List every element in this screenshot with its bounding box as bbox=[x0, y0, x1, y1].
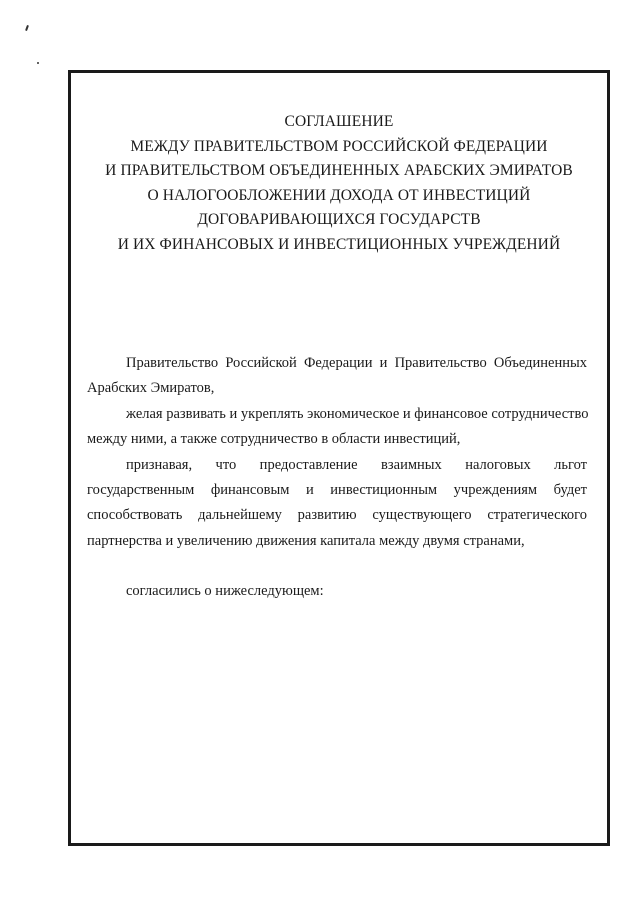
title-line: И ИХ ФИНАНСОВЫХ И ИНВЕСТИЦИОННЫХ УЧРЕЖДЕНИЙ bbox=[117, 235, 561, 253]
agreement-title bbox=[71, 110, 607, 258]
paragraph-recognizing bbox=[87, 453, 587, 555]
title-line: О НАЛОГООБЛОЖЕНИИ ДОХОДА ОТ ИНВЕСТИЦИЙ bbox=[147, 186, 531, 204]
scan-mark bbox=[25, 25, 29, 31]
text-line: Правительство Российской Федерации и Правительство Объединенных bbox=[126, 355, 587, 371]
paragraph-agreed bbox=[87, 579, 587, 604]
text-line: государственным финансовым и инвестиционным учреждениям будет bbox=[87, 482, 587, 499]
text-line: способствовать дальнейшему развитию существующего стратегического bbox=[87, 507, 587, 524]
title-line: И ПРАВИТЕЛЬСТВОМ ОБЪЕДИНЕННЫХ АРАБСКИХ ЭМИРАТОВ bbox=[105, 162, 573, 180]
preamble-text bbox=[87, 351, 587, 605]
text-line: желая развивать и укреплять экономическое и финансовое сотрудничество bbox=[126, 405, 589, 422]
paragraph-desiring bbox=[87, 402, 587, 453]
title-line: СОГЛАШЕНИЕ bbox=[284, 113, 394, 130]
paragraph-parties bbox=[87, 351, 587, 402]
text-line: признавая, что предоставление взаимных налоговых льгот bbox=[126, 456, 587, 473]
scan-mark bbox=[37, 62, 39, 64]
title-line: МЕЖДУ ПРАВИТЕЛЬСТВОМ РОССИЙСКОЙ ФЕДЕРАЦИИ bbox=[130, 137, 548, 155]
title-line: ДОГОВАРИВАЮЩИХСЯ ГОСУДАРСТВ bbox=[197, 211, 481, 229]
text-line: согласились о нижеследующем: bbox=[126, 583, 324, 600]
text-line: партнерства и увеличению движения капитала между двумя странами, bbox=[87, 532, 525, 549]
text-line: между ними, а также сотрудничество в области инвестиций, bbox=[87, 431, 461, 448]
page-border-frame bbox=[68, 70, 610, 846]
text-line: Арабских Эмиратов, bbox=[87, 380, 215, 397]
paragraph-gap bbox=[87, 554, 587, 579]
